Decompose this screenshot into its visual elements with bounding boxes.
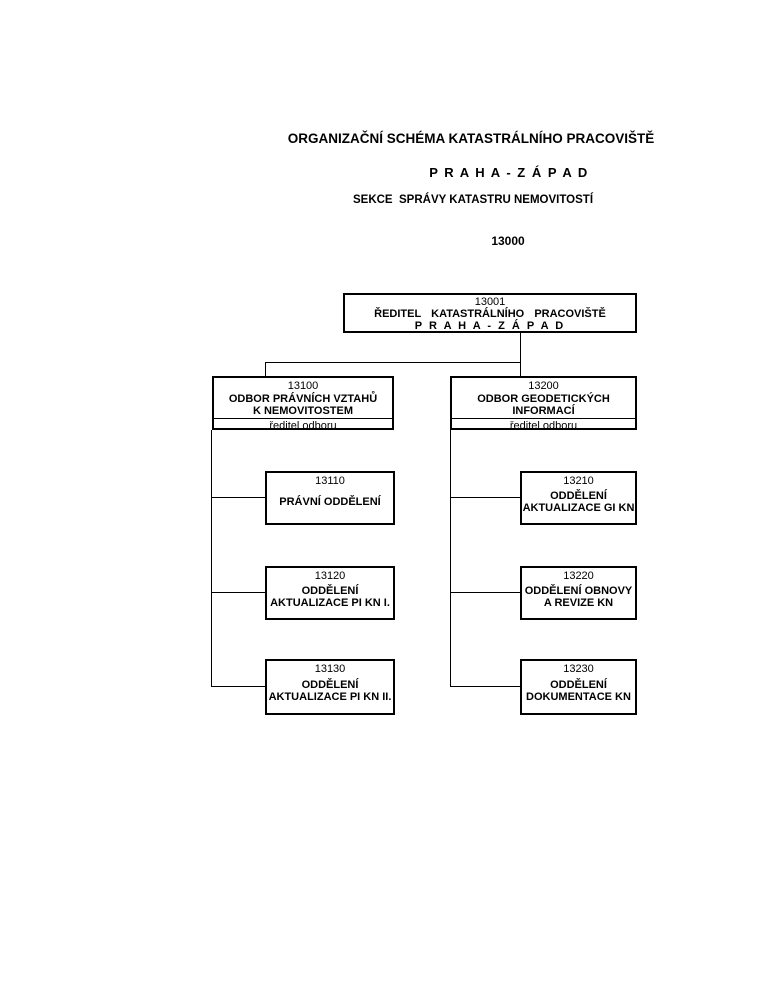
org-node-root-13001 (343, 293, 637, 333)
node-name-line: ODDĚLENÍ OBNOVY (524, 584, 633, 597)
node-manager-label: ředitel odboru (452, 418, 635, 433)
connector-branch-13130 (211, 686, 265, 687)
node-code: 13200 (528, 380, 559, 392)
node-name-line: INFORMACÍ (512, 405, 575, 417)
connector-branch-13230 (450, 686, 520, 687)
node-name-line: DOKUMENTACE KN (526, 691, 631, 704)
connector-branch-13220 (450, 592, 520, 593)
section-title: SEKCE SPRÁVY KATASTRU NEMOVITOSTÍ (352, 194, 594, 206)
node-code: 13100 (287, 380, 319, 392)
node-code: 13210 (563, 475, 594, 487)
org-node-dept-13200 (450, 376, 637, 430)
node-name-line: AKTUALIZACE PI KN II. (268, 691, 392, 704)
connector-root-stem (520, 333, 521, 376)
org-node-unit-13230 (520, 659, 637, 715)
node-name-line: ODDĚLENÍ (550, 678, 607, 691)
connector-trunk-left (211, 430, 212, 687)
node-name-line: P R A H A - Z Á P A D (414, 320, 566, 332)
node-name-line: ODDĚLENÍ (301, 584, 359, 597)
org-node-unit-13130 (265, 659, 395, 715)
node-name-line: A REVIZE KN (543, 597, 614, 610)
section-code: 13000 (491, 234, 525, 248)
node-code: 13120 (314, 570, 346, 582)
connector-branch-13210 (450, 497, 520, 498)
node-name-line: AKTUALIZACE PI KN I. (270, 597, 390, 610)
node-name-line: AKTUALIZACE GI KN (522, 502, 635, 515)
node-name-line: ODBOR GEODETICKÝCH (477, 392, 610, 405)
node-code: 13001 (474, 296, 506, 308)
connector-trunk-right (450, 430, 451, 687)
org-node-unit-13210 (520, 471, 637, 525)
org-node-dept-13100 (212, 376, 394, 430)
node-name-line: ŘEDITEL KATASTRÁLNÍHO PRACOVIŠTĚ (374, 308, 606, 320)
node-name-line: ODDĚLENÍ (550, 489, 607, 502)
node-code: 13110 (315, 475, 345, 487)
org-node-unit-13220 (520, 566, 637, 620)
node-manager-label: ředitel odboru (214, 418, 392, 433)
connector-drop-dept-13100 (265, 362, 266, 376)
node-code: 13130 (314, 663, 346, 675)
node-name-line: PRÁVNÍ ODDĚLENÍ (279, 496, 381, 508)
page-subtitle: P R A H A - Z Á P A D (429, 165, 589, 180)
node-name-line: ODBOR PRÁVNÍCH VZTAHŮ (228, 392, 378, 405)
org-node-unit-13120 (265, 566, 395, 620)
connector-branch-13110 (211, 497, 265, 498)
org-node-unit-13110 (265, 471, 395, 525)
node-name-line: ODDĚLENÍ (301, 678, 359, 691)
page-title: ORGANIZAČNÍ SCHÉMA KATASTRÁLNÍHO PRACOVIŠTĚ (287, 131, 655, 146)
node-code: 13230 (563, 663, 594, 675)
node-code: 13220 (563, 570, 594, 582)
connector-top-horizontal (265, 362, 521, 363)
connector-branch-13120 (211, 592, 265, 593)
node-name-line: K NEMOVITOSTEM (252, 405, 354, 417)
